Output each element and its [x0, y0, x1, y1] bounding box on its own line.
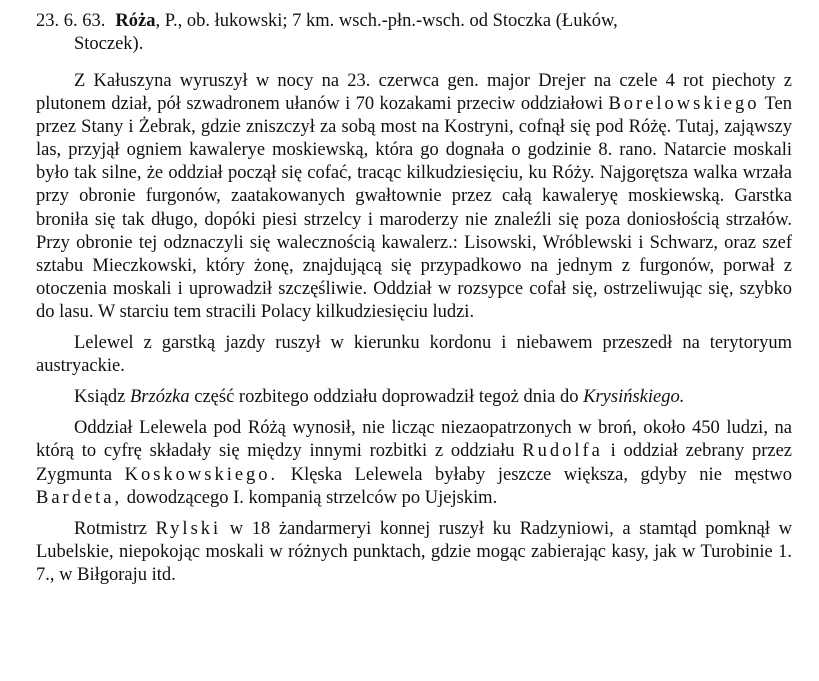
paragraph-text: i oddział zebrany przez Zygmunta: [36, 441, 792, 485]
italic-name-krysinski: Krysińskiego.: [583, 387, 685, 408]
entry-location-line2: Stoczek).: [74, 34, 144, 54]
spaced-name-koskowski: Koskowskiego.: [124, 464, 279, 485]
paragraph-battle-account: [36, 70, 792, 324]
spaced-name-borelowski: Borelowskiego: [608, 94, 760, 115]
italic-name-brzozka: Brzózka: [130, 387, 190, 408]
paragraph-text: dowodzącego I. kompanią strzelców po Ujejskim.: [122, 487, 498, 508]
entry-date: 23. 6. 63.: [36, 11, 106, 31]
paragraph-text: Klęska Lelewela byłaby jeszcze większa, gdyby nie męstwo: [278, 464, 792, 485]
paragraph-text: Oddział Lelewela pod Różą wynosił, nie licząc niezaopatrzonych w broń, około 450 ludzi, na którą to cyfrę składały się między innymi rozbitki z oddziału: [36, 418, 792, 462]
paragraph-rylski: [36, 518, 792, 587]
paragraph-text: Z Kałuszyna wyruszył w nocy na 23. czerwca gen. major Drejer na czele 4 rot piechoty z plutonem dział, pół szwadronem ułanów i 70 kozakami przeciw oddziałowi: [36, 71, 792, 115]
paragraph-text: Lelewel z garstką jazdy ruszył w kierunku kordonu i niebawem przeszedł na terytoryum austryackie.: [36, 333, 792, 377]
entry-place: Róża: [115, 11, 156, 31]
paragraph-text: Ksiądz: [74, 387, 130, 408]
entry-header: [36, 10, 792, 56]
paragraph-text: część rozbitego oddziału doprowadził tegoż dnia do: [189, 387, 584, 408]
document-page: [36, 10, 792, 595]
paragraph-text: Ten przez Stany i Żebrak, gdzie zniszczył za sobą most na Kostryni, cofnął się pod Różę. Tutaj, zająwszy las, przyjął ogniem kawalerye moskiewską, która go dognała o godzinie 8. rano. Natarcie moskali było tak silne, że oddział począł się cofać, tracąc kilkudziesięciu, ku Róży. Najgorętsza walka wrzała przy obronie furgonów, zaatakowanych gwałtownie przez całą kawaleryę moskiewską. Garstka broniła się tak długo, dopóki piesi strzelcy i maroderzy nie znaleźli się poza doniosłością strzałów. Przy obronie tej odznaczyli się walecznością kawalerz.: Lisowski, Wróblewski i Schwarz, oraz szef sztabu Mieczkowski, który żonę, znajdującą się przypadkowo na jednym z furgonów, porwał z otoczenia moskali i uprowadził szczęśliwie. Oddział w rozsypce cofał się, ostrzeliwując się, szybko do lasu. W starciu tem stracili Polacy kilkudziesięciu ludzi.: [36, 94, 792, 322]
paragraph-lelewel-retreat: [36, 332, 792, 378]
entry-location-line1: , P., ob. łukowski; 7 km. wsch.-płn.-wsch. od Stoczka (Łuków,: [155, 11, 618, 31]
paragraph-brzozka: [36, 386, 792, 409]
paragraph-text: w 18 żandarmeryi konnej ruszył ku Radzyniowi, a stamtąd pomknął w Lubelskie, niepokojąc moskali w różnych punktach, gdzie mogąc zabierając kasy, jak w Turobinie 1. 7., w Biłgoraju itd.: [36, 518, 792, 585]
spaced-name-bardet: Bardeta,: [36, 487, 123, 508]
paragraph-detachment-size: [36, 417, 792, 509]
spaced-name-rylski: Rylski: [155, 518, 222, 539]
paragraph-text: Rotmistrz: [74, 518, 156, 539]
spaced-name-rudolf: Rudolfa: [522, 441, 603, 462]
